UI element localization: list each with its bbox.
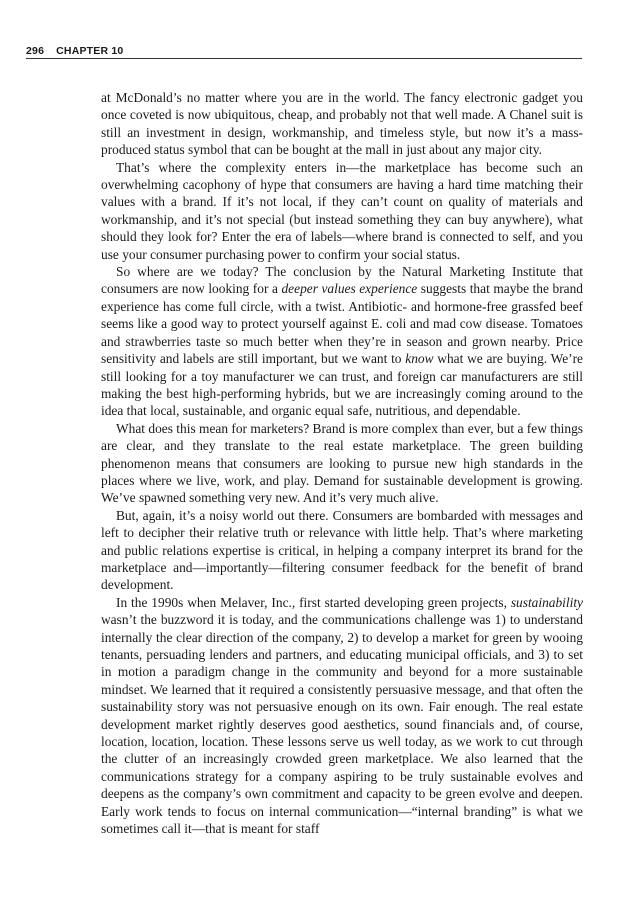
- page-number: 296: [26, 45, 45, 57]
- running-head: [26, 44, 582, 59]
- paragraph: [101, 89, 583, 159]
- emphasis-text: deeper values experience: [281, 281, 418, 297]
- text-run: suggests that maybe the brand experience has come full circle, with a twist. Antibiotic- and hormone-free grassfed beef seems like a good way to protect yourself against E. coli and mad cow disease. Tomatoes and strawberries taste so much better when they’re in season and grown nearby. Price sensitivity and labels are still important, but we want to: [101, 281, 583, 367]
- paragraph: [101, 159, 583, 263]
- paragraph: [101, 420, 583, 507]
- text-run: at McDonald’s no matter where you are in the world. The fancy electronic gadget you once coveted is now ubiquitous, cheap, and probably not that well made. A Chanel suit is still an investment in design, workmanship, and timeless style, but now it’s a mass-produced status symbol that can be bought at the mall in just about any major city.: [101, 90, 583, 158]
- body-text: [101, 89, 583, 837]
- text-run: So where are we today? The conclusion by the Natural Marketing Institute that consumers are now looking for a: [101, 264, 583, 297]
- text-run: In the 1990s when Melaver, Inc., first started developing green projects,: [116, 594, 511, 610]
- paragraph: [101, 507, 583, 594]
- text-run: wasn’t the buzzword it is today, and the communications challenge was 1) to understand internally the clear direction of the company, 2) to develop a market for green by wooing tenants, persuading lenders and partners, and educating municipal officials, and 3) to set in motion a paradigm change in the community and beyond for a more sustainable mindset. We learned that it required a consistently persuasive message, and that often the sustainability story was not persuasive enough on its own. Fair enough. The real estate development market rightly deserves good aesthetics, sound financials and, of course, location, location, location. These lessons serve us well today, as we work to cut through the clutter of an increasingly crowded green marketplace. We also learned that the communications strategy for a company aspiring to be truly sustainable evolves and deepens as the company’s own commitment and capacity to be green evolve and deepen. Early work tends to focus on internal communication—“internal branding” is what we sometimes call it—that is meant for staff: [101, 612, 583, 837]
- emphasis-text: sustainability: [510, 594, 583, 610]
- paragraph: [101, 263, 583, 420]
- text-run: But, again, it’s a noisy world out there. Consumers are bombarded with messages and left to decipher their relative truth or relevance with little help. That’s where marketing and public relations expertise is critical, in helping a company interpret its brand for the marketplace and—importantly—filtering consumer feedback for the benefit of brand development.: [101, 507, 583, 593]
- emphasis-text: know: [405, 351, 434, 367]
- text-run: That’s where the complexity enters in—the marketplace has become such an overwhelming cacophony of hype that consumers are having a hard time matching their values with a brand. If it’s not local, if they can’t count on quality of materials and workmanship, and it’s not special (but instead something they can buy anywhere), what should they look for? Enter the era of labels—where brand is connected to self, and you use your consumer purchasing power to confirm your social status.: [101, 159, 583, 262]
- paragraph: [101, 594, 583, 838]
- text-run: What does this mean for marketers? Brand is more complex than ever, but a few things are clear, and they translate to the real estate marketplace. The green building phenomenon means that consumers are looking to pursue new high standards in the places where we live, work, and play. Demand for sustainable development is growing. We’ve spawned something very new. And it’s very much alive.: [101, 420, 583, 506]
- text-run: what we are buying. We’re still looking for a toy manufacturer we can trust, and foreign car manufacturers are still making the best high-performing hybrids, but we are increasingly coming around to the idea that local, sustainable, and organic equal safe, nutritious, and dependable.: [101, 351, 583, 419]
- chapter-label: CHAPTER 10: [56, 45, 124, 57]
